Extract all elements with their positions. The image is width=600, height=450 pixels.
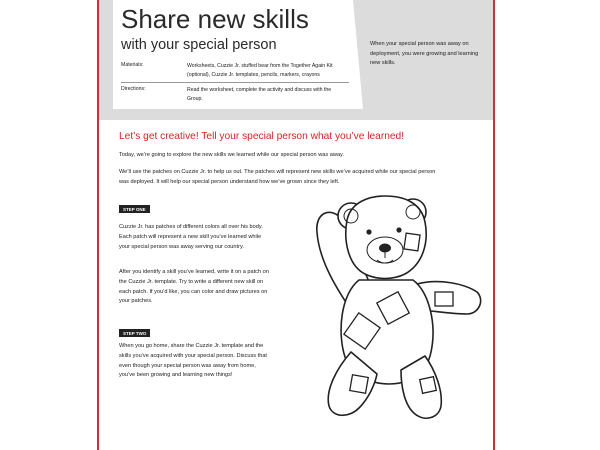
intro-paragraph: Today, we’re going to explore the new skills we learned while our special person was away. <box>119 152 344 158</box>
page-subtitle: with your special person <box>121 37 277 53</box>
directions-text: Read the worksheet, complete the activity and discuss with the Group. <box>187 87 332 102</box>
step-one-badge: STEP ONE <box>119 205 150 213</box>
step-two-badge: STEP TWO <box>119 329 150 337</box>
patches-paragraph: We’ll use the patches on Cuzzie Jr. to help us out. The patches will represent new skills we’ve acquired while our special person was deployed. It will help our special person understand how we’ve grown since they left. <box>119 169 436 185</box>
materials-label: Materials: <box>121 62 144 68</box>
step-two-paragraph: When you go home, share the Cuzzie Jr. template and the skills you’ve acquired with your special person. Discuss that even though your special person was away from home, you’ve been growing and learning new things! <box>119 343 267 379</box>
teddy-bear-icon <box>289 192 489 432</box>
divider <box>121 82 349 83</box>
side-note: When your special person was away on deployment, you were growing and learning new skills. <box>370 41 479 66</box>
page-title: Share new skills <box>121 4 309 34</box>
directions-label: Directions: <box>121 86 146 92</box>
step-one-paragraph-1: Cuzzie Jr. has patches of different colors all over his body. Each patch will represent a new skill you’ve learned while your special person was away serving our country. <box>119 224 263 250</box>
worksheet-page <box>97 0 495 450</box>
step-one-paragraph-2: After you identify a skill you’ve learned, write it on a patch on the Cuzzie Jr. template. Try to write a different new skill on each patch. If you’d like, you can color and draw pictures on your patches. <box>119 269 269 305</box>
section-headline: Let’s get creative! Tell your special person what you’ve learned! <box>119 131 405 142</box>
materials-text: Worksheets, Cuzzie Jr. stuffed bear from the Together Again Kit (optional), Cuzzie Jr. templates, pencils, markers, crayons <box>187 63 333 78</box>
header-band <box>99 0 493 120</box>
